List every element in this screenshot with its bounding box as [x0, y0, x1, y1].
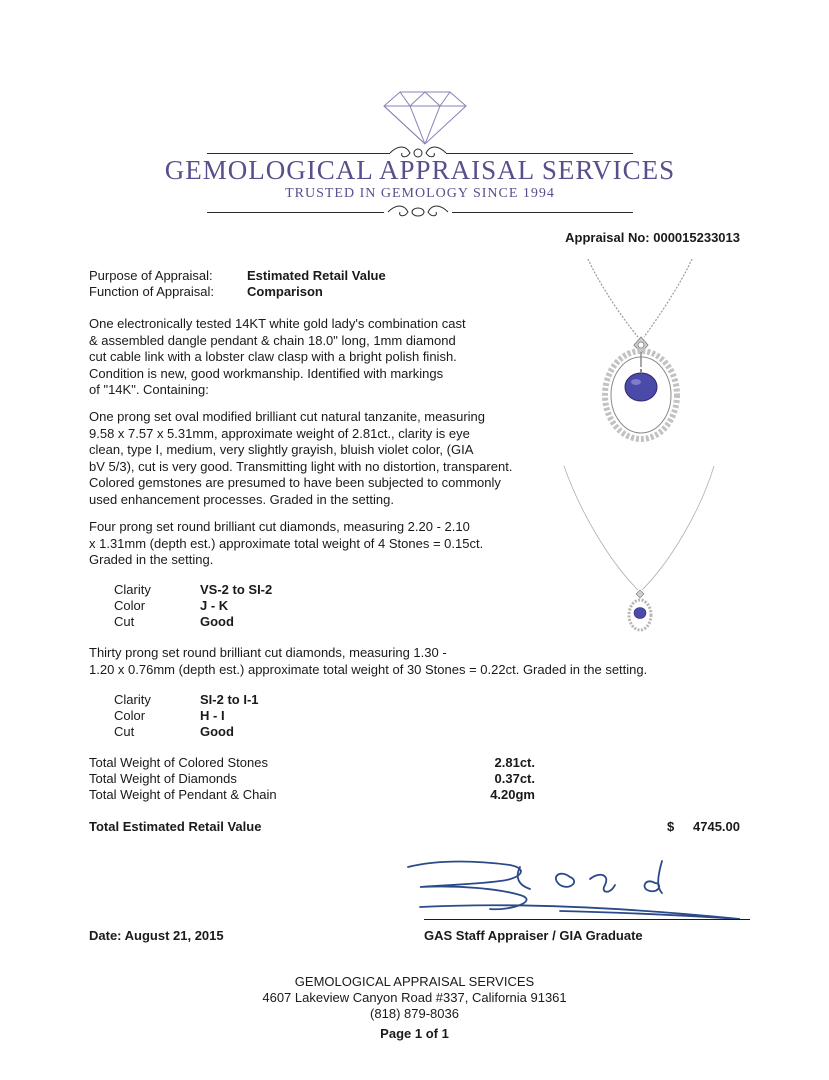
total-label: Total Weight of Pendant & Chain: [89, 787, 277, 802]
grade-label: Color: [114, 708, 146, 723]
retail-value-label: Total Estimated Retail Value: [89, 819, 262, 834]
total-label: Total Weight of Colored Stones: [89, 755, 268, 770]
retail-value: 4745.00: [693, 819, 740, 834]
signature-line: [424, 919, 750, 920]
header-rule-right: [446, 153, 633, 154]
diamond-icon: [380, 88, 470, 148]
currency-symbol: $: [667, 819, 675, 834]
total-value: 0.37ct.: [494, 771, 535, 786]
grade-value: J - K: [200, 598, 229, 613]
appraisal-number: Appraisal No: 000015233013: [565, 230, 740, 245]
grade-label: Clarity: [114, 582, 151, 597]
footer-address: 4607 Lakeview Canyon Road #337, California 91361: [262, 990, 567, 1005]
grade-label: Cut: [114, 724, 135, 739]
signer-title: GAS Staff Appraiser / GIA Graduate: [424, 928, 643, 943]
function-value: Comparison: [247, 284, 323, 299]
grade-value: Good: [200, 724, 234, 739]
total-label: Total Weight of Diamonds: [89, 771, 237, 786]
pendant-closeup-image: [580, 255, 700, 450]
company-tagline: TRUSTED IN GEMOLOGY SINCE 1994: [285, 186, 555, 201]
header-rule-left: [207, 153, 390, 154]
diamonds-description-1: Four prong set round brilliant cut diamonds, measuring 2.20 - 2.10 x 1.31mm (depth est.) approximate total weight of 4 Stones = 0.15ct. Graded in the setting.: [89, 519, 484, 567]
diamonds-description-2: Thirty prong set round brilliant cut diamonds, measuring 1.30 - 1.20 x 0.76mm (depth est.) approximate total weight of 30 Stones = 0.22ct. Graded in the setting.: [89, 645, 648, 677]
header-rule-left-bottom: [207, 212, 384, 213]
function-label: Function of Appraisal:: [89, 284, 215, 299]
item-description: One electronically tested 14KT white gold lady's combination cast & assembled dangle pendant & chain 18.0" long, 1mm diamond cut cable link with a lobster claw clasp with a bright polish finish. Condition is new, good workmanship. Identified with markings of "14K". Containing:: [89, 316, 466, 397]
grade-value: Good: [200, 614, 234, 629]
total-value: 2.81ct.: [494, 755, 535, 770]
grade-value: VS-2 to SI-2: [200, 582, 273, 597]
necklace-full-image: [560, 462, 720, 640]
company-name: GEMOLOGICAL APPRAISAL SERVICES: [164, 155, 676, 185]
page-number: Page 1 of 1: [380, 1026, 449, 1041]
total-value: 4.20gm: [490, 787, 535, 802]
grade-value: SI-2 to I-1: [200, 692, 259, 707]
purpose-value: Estimated Retail Value: [247, 268, 386, 283]
purpose-label: Purpose of Appraisal:: [89, 268, 213, 283]
gemstone-description: One prong set oval modified brilliant cut natural tanzanite, measuring 9.58 x 7.57 x 5.31mm, approximate weight of 2.81ct., clarity is eye clean, type I, medium, very slightly grayish, bluish violet color, (GIA bV 5/3), cut is very good. Transmitting light with no distortion, transparent. Colored gemstones are presumed to have been subjected to commonly used enhancement processes. Graded in the setting.: [89, 409, 513, 507]
grade-label: Color: [114, 598, 146, 613]
grade-value: H - I: [200, 708, 225, 723]
grade-label: Clarity: [114, 692, 151, 707]
footer-company: GEMOLOGICAL APPRAISAL SERVICES: [294, 974, 535, 989]
footer-phone: (818) 879-8036: [370, 1006, 459, 1021]
header-rule-right-bottom: [452, 212, 633, 213]
grade-label: Cut: [114, 614, 135, 629]
appraisal-date: Date: August 21, 2015: [89, 928, 224, 943]
flourish-icon: [386, 202, 450, 222]
signature: [400, 855, 755, 925]
